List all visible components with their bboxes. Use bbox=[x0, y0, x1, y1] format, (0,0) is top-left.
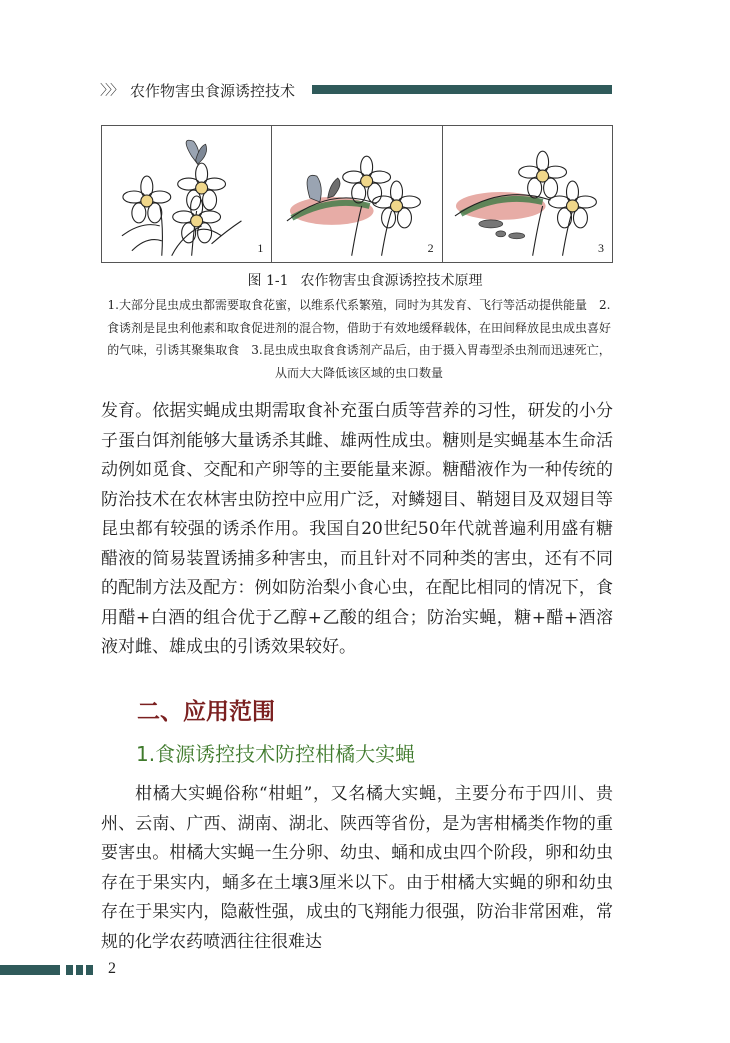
insects-dying-illustration bbox=[443, 126, 612, 262]
header-bar bbox=[312, 85, 612, 94]
panel-number: 1 bbox=[257, 241, 264, 255]
footer-bar bbox=[0, 965, 60, 975]
chevron-icons: 〉〉〉 bbox=[100, 83, 122, 99]
panel-number: 2 bbox=[427, 241, 434, 255]
butterfly-icon bbox=[186, 140, 206, 164]
figure-panel-2 bbox=[272, 126, 442, 262]
page-footer bbox=[0, 961, 200, 979]
body-paragraph: 柑橘大实蝇俗称“柑蛆”，又名橘大实蝇，主要分布于四川、贵州、云南、广西、湖南、湖北、陕西等省份，是为害柑橘类作物的重要害虫。柑橘大实蝇一生分卵、幼虫、蛹和成虫四个阶段，卵和幼虫存在于果实内，蛹多在土壤3厘米以下。由于柑橘大实蝇的卵和幼虫存在于果实内，隐蔽性强，成虫的飞翔能力很强，防治非常困难，常规的化学农药喷洒往往很难达 bbox=[101, 784, 613, 952]
figure-legend: 1.大部分昆虫成虫都需要取食花蜜，以维系代系繁殖，同时为其发育、飞行等活动提供能量 2.食诱剂是昆虫利他素和取食促进剂的混合物，借助于有效地缓释载体，在田间释放昆虫成虫喜好的气味，引诱其聚集取食 3.昆虫成虫取食食诱剂产品后，由于摄入胃毒型杀虫剂而迅速死亡，从而大大降低该区域的虫口数量 bbox=[106, 298, 611, 380]
footer-tick bbox=[76, 965, 83, 975]
header-title: 农作物害虫食源诱控技术 bbox=[130, 82, 296, 100]
section-heading: 二、应用范围 bbox=[137, 698, 275, 725]
figure-id: 图 1-1 bbox=[247, 273, 289, 289]
figure-title: 农作物害虫食源诱控技术原理 bbox=[300, 273, 483, 289]
footer-tick bbox=[86, 965, 93, 975]
flowers-butterfly-illustration bbox=[102, 126, 271, 262]
figure-panel-1 bbox=[102, 126, 272, 262]
figure-caption bbox=[0, 270, 730, 290]
figure-1-1 bbox=[101, 125, 613, 263]
dead-insect-icon bbox=[479, 220, 525, 239]
running-header bbox=[100, 80, 612, 102]
figure-panel-3 bbox=[443, 126, 612, 262]
bait-attraction-illustration bbox=[272, 126, 441, 262]
page-number: 2 bbox=[108, 960, 116, 977]
footer-tick bbox=[66, 965, 73, 975]
subsection-heading: 1.食源诱控技术防控柑橘大实蝇 bbox=[136, 742, 416, 766]
body-paragraph: 发育。依据实蝇成虫期需取食补充蛋白质等营养的习性，研发的小分子蛋白饵剂能够大量诱杀其雌、雄两性成虫。糖则是实蝇基本生命活动例如觅食、交配和产卵等的主要能量来源。糖醋液作为一种传统的防治技术在农林害虫防控中应用广泛，对鳞翅目、鞘翅目及双翅目等昆虫都有较强的诱杀作用。我国自20世纪50年代就普遍利用盛有糖醋液的简易装置诱捕多种害虫，而且针对不同种类的害虫，还有不同的配制方法及配方：例如防治梨小食心虫，在配比相同的情况下，食用醋+白酒的组合优于乙醇+乙酸的组合；防治实蝇，糖+醋+酒溶液对雌、雄成虫的引诱效果较好。 bbox=[101, 401, 613, 657]
panel-number: 3 bbox=[597, 241, 604, 255]
